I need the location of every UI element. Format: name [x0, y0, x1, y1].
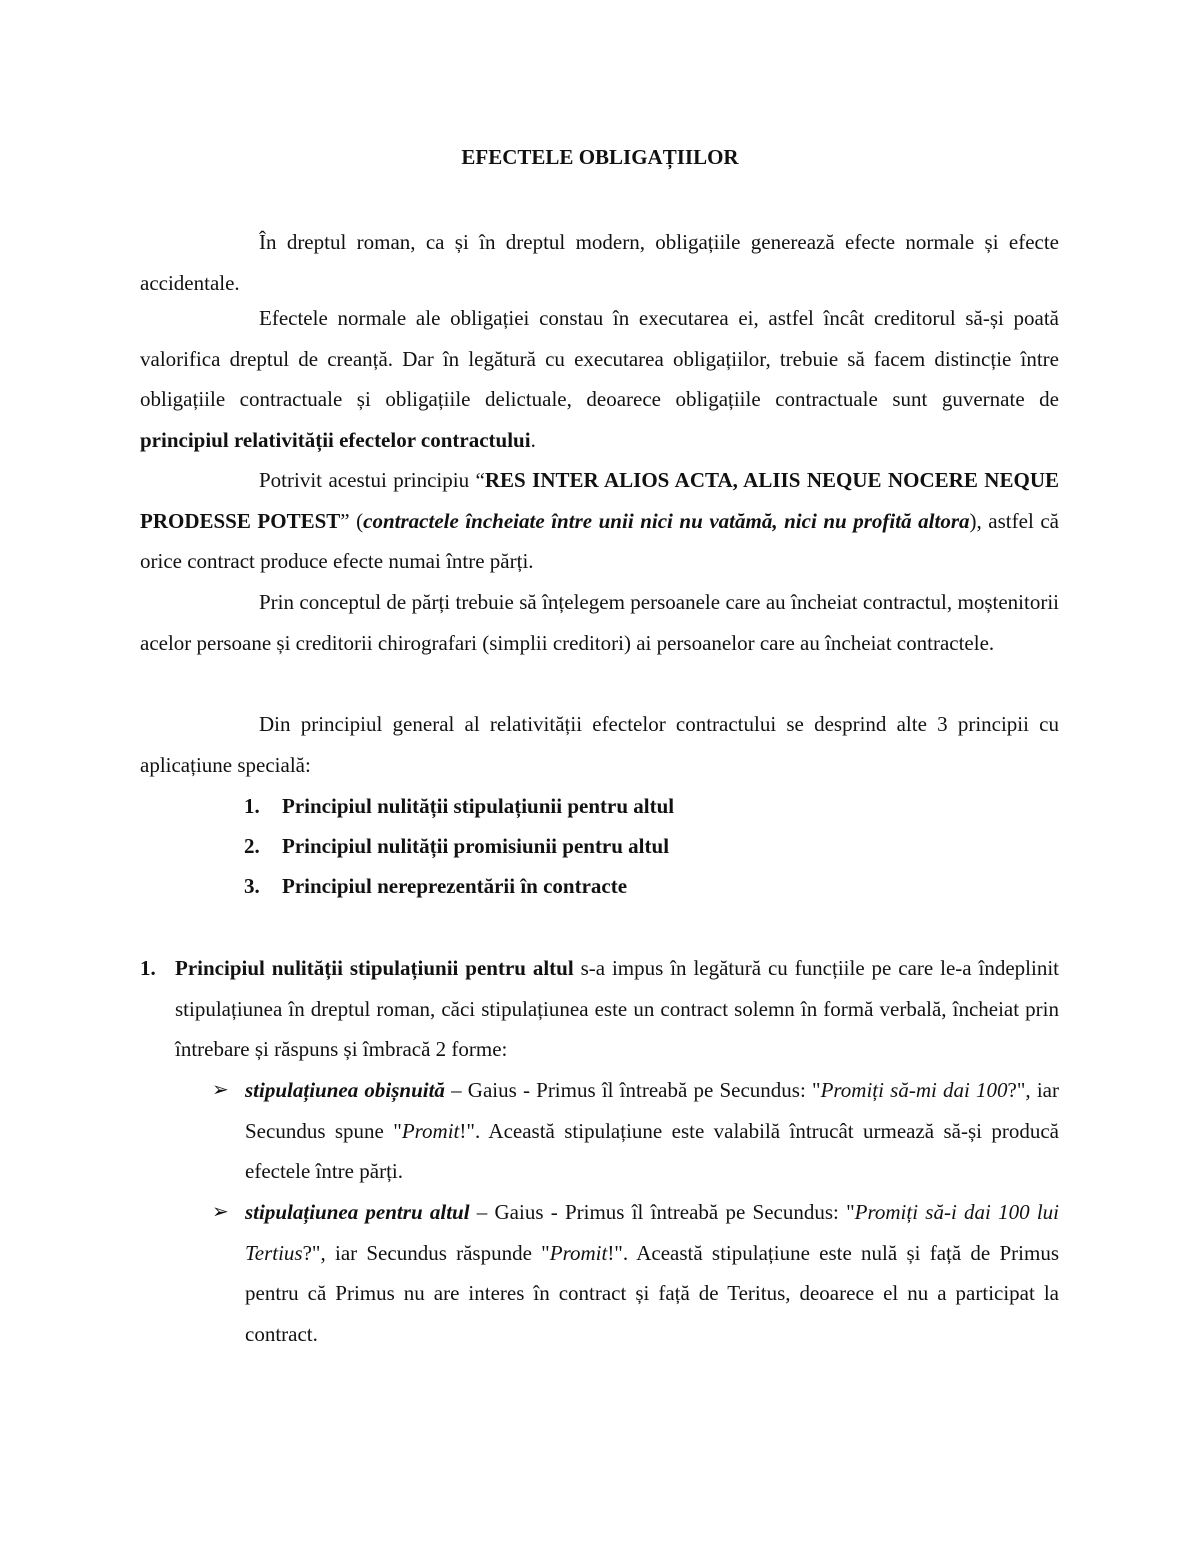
section-text: s-a impus în legătură cu funcțiile pe care le-a îndeplinit stipulațiunea în dreptul roman, căci stipulațiunea este un contract solemn în formă verbală, încheiat prin întrebare și răspuns și îmbracă 2 forme:: [175, 956, 1059, 1062]
paragraph-intro: În dreptul roman, ca și în dreptul modern, obligațiile generează efecte normale și efecte accidentale.: [140, 230, 1059, 295]
list-text: Principiul nulității stipulațiunii pentru altul: [282, 794, 675, 818]
list-text: Principiul nereprezentării în contracte: [282, 874, 628, 898]
list-number: 1.: [244, 794, 260, 818]
paragraph-text: ” (: [340, 508, 364, 533]
paragraph-normal-effects: [140, 298, 1059, 460]
bullet-heading: stipulațiunea obișnuită: [245, 1078, 445, 1102]
quote: Promit: [549, 1240, 608, 1265]
bullet-text: ?", iar Secundus spune ": [245, 1078, 1059, 1143]
section-number: 1.: [140, 956, 156, 980]
bullet-text: ?", iar Secundus răspunde ": [302, 1240, 550, 1265]
section-1: [140, 948, 1059, 1070]
arrow-bullet-icon: ➢: [212, 1201, 229, 1223]
list-number: 3.: [244, 874, 260, 898]
arrow-bullet-icon: ➢: [212, 1079, 229, 1101]
bullet-text: – Gaius - Primus îl întreabă pe Secundus: ": [469, 1200, 855, 1224]
bullet-text: !". Această stipulațiune este nulă și față de Primus pentru că Primus nu are interes în contract și față de Teritus, deoarece el nu a participat la contract.: [245, 1240, 1059, 1346]
bullet-heading: stipulațiunea pentru altul: [245, 1200, 470, 1224]
page-title: EFECTELE OBLIGAȚIILOR: [461, 145, 739, 169]
paragraph-text: ), astfel că orice contract produce efecte numai între părți.: [140, 508, 1059, 574]
paragraph-derived-principles: Din principiul general al relativității efectelor contractului se desprind alte 3 principii cu aplicațiune specială:: [140, 712, 1059, 777]
list-text: Principiul nulității promisiunii pentru altul: [282, 834, 670, 858]
paragraph-text: Potrivit acestui principiu “: [259, 468, 485, 492]
bullet-item: [212, 1192, 1059, 1354]
maxim-translation: contractele încheiate între unii nici nu vatămă, nici nu profită altora: [363, 508, 970, 533]
list-item: [244, 831, 669, 861]
bullet-text: !". Această stipulațiune este valabilă întrucât urmează să-și producă efectele între părți.: [245, 1118, 1060, 1184]
quote: Promiți să-i dai 100 lui Tertius: [245, 1200, 1059, 1265]
section-heading: Principiul nulității stipulațiunii pentru altul: [175, 956, 574, 980]
paragraph-principle: [140, 460, 1059, 582]
paragraph-text: .: [530, 427, 536, 452]
list-item: [244, 791, 674, 821]
paragraph-text: Efectele normale ale obligației constau în executarea ei, astfel încât creditorul să-și poată valorifica dreptul de creanță. Dar în legătură cu executarea obligațiilor, trebuie să facem distincție între obligațiile contractuale și obligațiile delictuale, deoarece obligațiile contractuale sunt guvernate de: [140, 306, 1059, 412]
quote: Promiți să-mi dai 100: [820, 1078, 1008, 1102]
quote: Promit: [401, 1118, 460, 1143]
paragraph-parties: Prin conceptul de părți trebuie să înțelegem persoanele care au încheiat contractul, moștenitorii acelor persoane și creditorii chirografari (simplii creditori) ai persoanelor care au încheiat contractele.: [140, 590, 1059, 655]
bold-term: principiul relativității efectelor contractului: [140, 427, 531, 452]
bullet-item: [212, 1070, 1059, 1192]
latin-maxim: RES INTER ALIOS ACTA, ALIIS NEQUE NOCERE NEQUE PRODESSE POTEST: [140, 468, 1059, 533]
list-number: 2.: [244, 834, 260, 858]
bullet-text: – Gaius - Primus îl întreabă pe Secundus: ": [444, 1078, 821, 1102]
list-item: [244, 871, 627, 901]
